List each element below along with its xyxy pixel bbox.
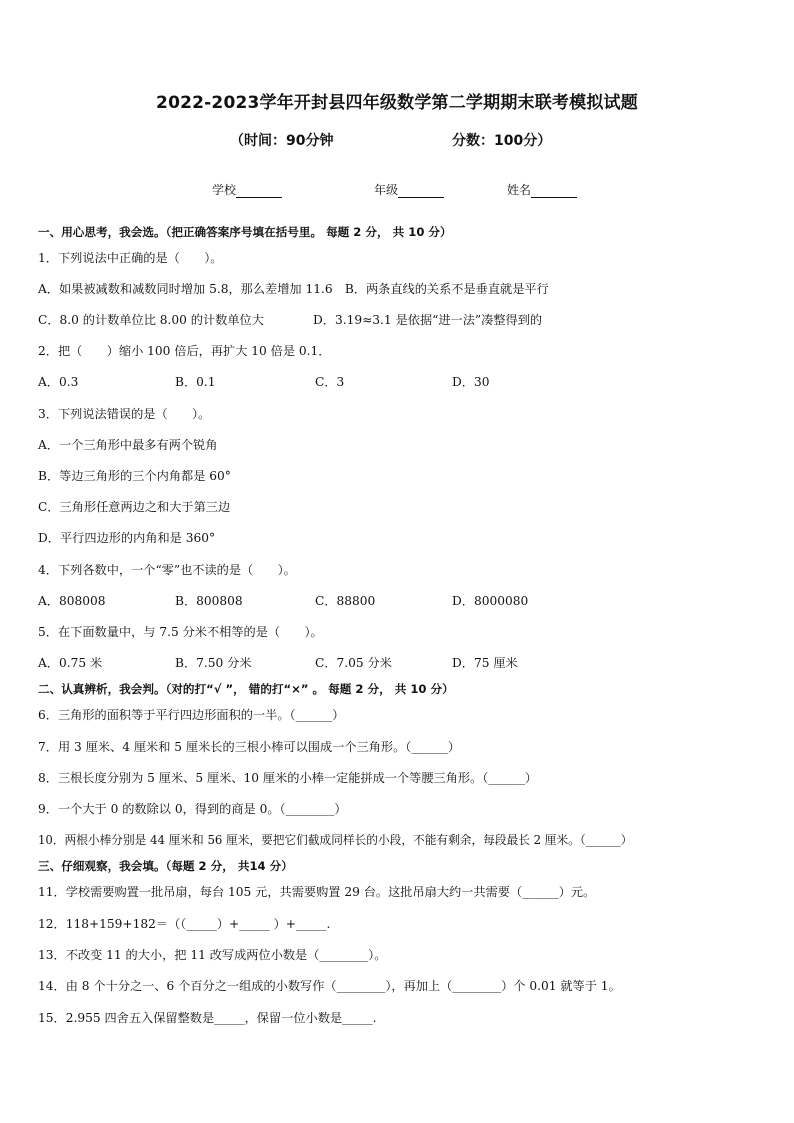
question-6: 6．三角形的面积等于平行四边形面积的一半。（______）: [38, 708, 345, 722]
question-12: 12．118+159+182＝（（_____）+_____ ）+_____.: [38, 917, 331, 931]
question-3: 3．下列说法错误的是（ ）。: [38, 407, 211, 421]
exam-title: 2022-2023学年开封县四年级数学第二学期期末联考模拟试题: [156, 93, 638, 113]
grade-blank: [398, 185, 444, 198]
question-13: 13．不改变 11 的大小，把 11 改写成两位小数是（________）。: [38, 948, 387, 962]
school-blank: [236, 185, 282, 198]
question-1-option-c: C．8.0 的计数单位比 8.00 的计数单位大: [38, 313, 264, 327]
question-15: 15．2.955 四舍五入保留整数是_____，保留一位小数是_____.: [38, 1011, 377, 1025]
name-label: 姓名: [507, 183, 532, 197]
question-2-option-d: D．30: [452, 375, 490, 389]
grade-label: 年级: [374, 183, 399, 197]
school-field: [212, 181, 282, 198]
question-3-option-a: A．一个三角形中最多有两个锐角: [38, 438, 218, 452]
question-4-option-d: D．8000080: [452, 594, 529, 608]
school-label: 学校: [212, 183, 237, 197]
section-3-heading: 三、仔细观察，我会填。（每题 2 分， 共14 分）: [38, 859, 293, 873]
question-2-option-b: B．0.1: [175, 375, 216, 389]
question-5: 5．在下面数量中，与 7.5 分米不相等的是（ ）。: [38, 625, 323, 639]
question-9: 9．一个大于 0 的数除以 0，得到的商是 0。（________）: [38, 802, 347, 816]
question-10: 10．两根小棒分别是 44 厘米和 56 厘米，要把它们截成同样长的小段，不能有剩余，每段最长 2 厘米。（______）: [38, 833, 633, 847]
section-2-heading: 二、认真辨析，我会判。（对的打“√ ”， 错的打“×” 。 每题 2 分， 共 10 分）: [38, 682, 454, 696]
grade-field: [374, 181, 444, 198]
question-4-option-b: B．800808: [175, 594, 243, 608]
question-8: 8．三根长度分别为 5 厘米、5 厘米、10 厘米的小棒一定能拼成一个等腰三角形。（______）: [38, 771, 538, 785]
question-2: 2．把（ ）缩小 100 倍后，再扩大 10 倍是 0.1．: [38, 344, 331, 358]
question-1-option-d: D．3.19≈3.1 是依据“进一法”凑整得到的: [313, 313, 543, 327]
question-11: 11．学校需要购置一批吊扇，每台 105 元，共需要购置 29 台。这批吊扇大约一共需要（______）元。: [38, 885, 596, 899]
question-3-option-c: C．三角形任意两边之和大于第三边: [38, 500, 231, 514]
exam-score: 分数：100分）: [452, 133, 552, 149]
question-5-option-c: C．7.05 分米: [315, 656, 392, 670]
section-1-heading: 一、用心思考，我会选。（把正确答案序号填在括号里。 每题 2 分， 共 10 分）: [38, 225, 452, 239]
name-field: [507, 181, 577, 198]
question-5-option-b: B．7.50 分米: [175, 656, 252, 670]
question-3-option-b: B．等边三角形的三个内角都是 60°: [38, 469, 231, 483]
question-3-option-d: D．平行四边形的内角和是 360°: [38, 531, 216, 545]
question-7: 7．用 3 厘米、4 厘米和 5 厘米长的三根小棒可以围成一个三角形。（______）: [38, 740, 461, 754]
question-5-option-d: D．75 厘米: [452, 656, 518, 670]
question-2-option-c: C．3: [315, 375, 345, 389]
question-4-option-a: A．808008: [38, 594, 106, 608]
question-4-option-c: C．88800: [315, 594, 376, 608]
question-1-options-ab: A．如果被减数和减数同时增加 5.8，那么差增加 11.6 B．两条直线的关系不是垂直就是平行: [38, 282, 549, 296]
question-4: 4．下列各数中，一个“零”也不读的是（ ）。: [38, 563, 296, 577]
question-2-option-a: A．0.3: [38, 375, 79, 389]
question-14: 14．由 8 个十分之一、6 个百分之一组成的小数写作（________），再加上（________）个 0.01 就等于 1。: [38, 979, 621, 993]
exam-time: （时间：90分钟: [230, 133, 334, 149]
name-blank: [531, 185, 577, 198]
question-1: 1．下列说法中正确的是（ ）。: [38, 251, 223, 265]
question-5-option-a: A．0.75 米: [38, 656, 103, 670]
